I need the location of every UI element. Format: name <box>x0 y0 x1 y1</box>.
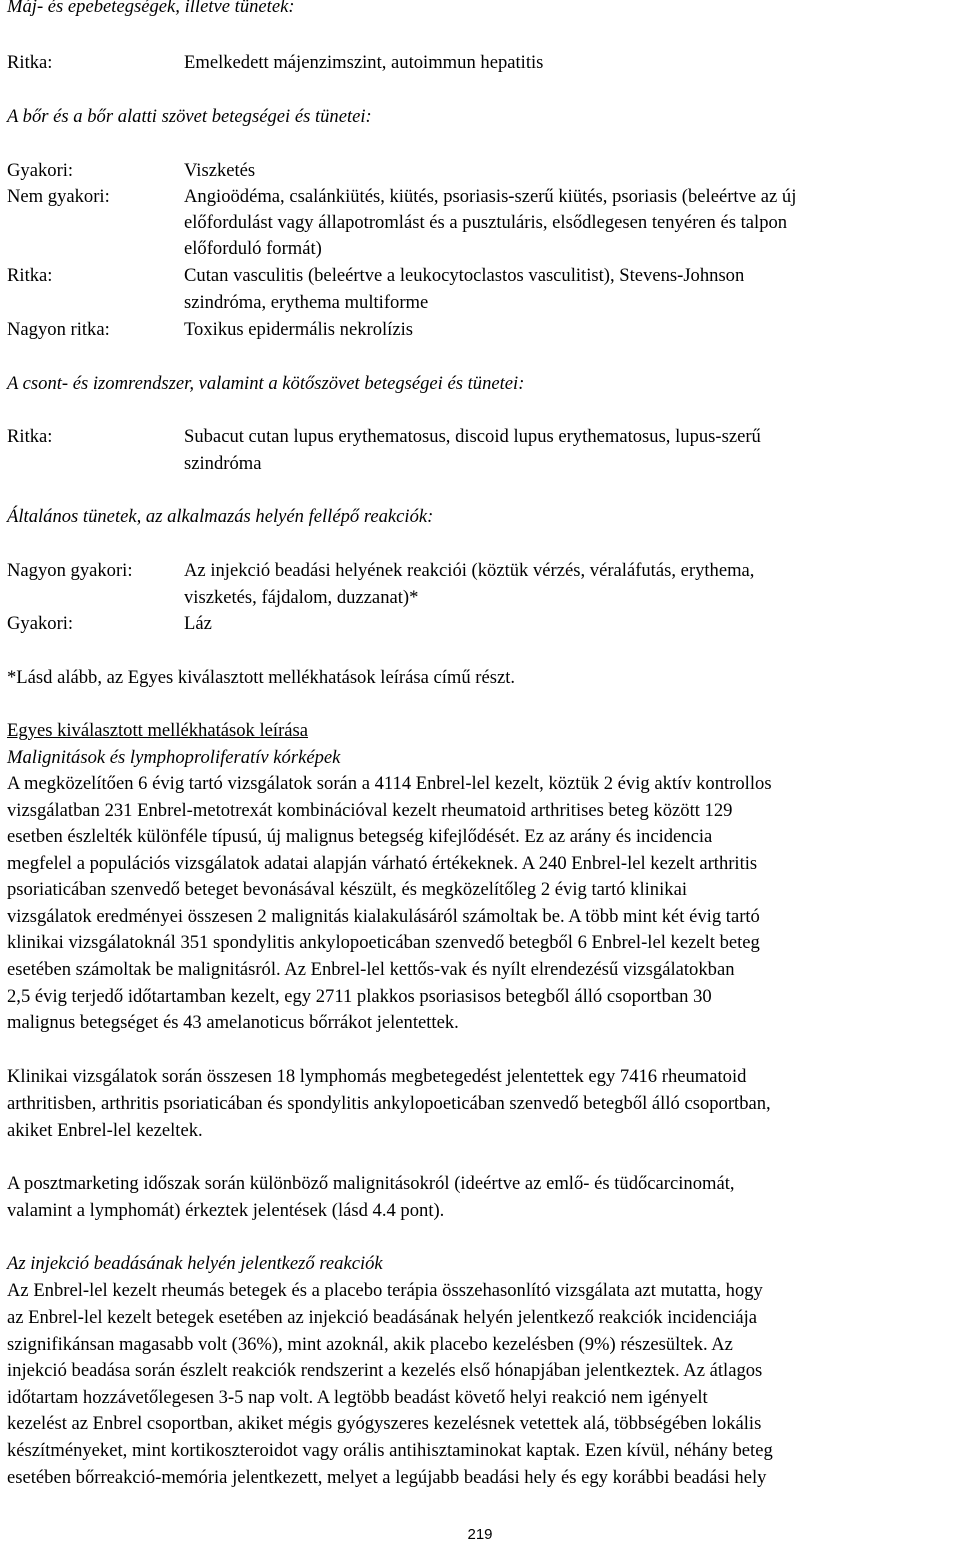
effect-text: Láz <box>184 613 212 634</box>
para-line: klinikai vizsgálatoknál 351 spondylitis ankylopoeticában szenvedő betegből 6 Enbrel-lel kezelt beteg <box>7 932 760 953</box>
frequency-label: Gyakori: <box>7 613 74 634</box>
section-heading-liver: Máj- és epebetegségek, illetve tünetek: <box>7 0 295 17</box>
para-line: szignifikánsan magasabb volt (36%), mint azoknál, akik placebo kezelésben (9%) részesültek. Az <box>7 1334 733 1355</box>
para-line: esetben észlelték különféle típusú, új malignus betegség kifejlődését. Ez az arány és incidencia <box>7 826 713 847</box>
selected-heading: Egyes kiválasztott mellékhatások leírása <box>7 720 309 741</box>
effect-text: előforduló formát) <box>184 238 322 259</box>
frequency-label: Ritka: <box>7 265 53 286</box>
frequency-label: Ritka: <box>7 52 53 73</box>
para-line: Az Enbrel-lel kezelt rheumás betegek és a placebo terápia összehasonlító vizsgálata azt mutatta, hogy <box>7 1280 763 1301</box>
para-line: időtartam hozzávetőlegesen 3-5 nap volt. A legtöbb beadást követő helyi reakció nem igényelt <box>7 1387 708 1408</box>
effect-text: Emelkedett májenzimszint, autoimmun hepatitis <box>184 52 544 73</box>
effect-text: Toxikus epidermális nekrolízis <box>184 319 414 340</box>
frequency-label: Nem gyakori: <box>7 186 110 207</box>
injection-subheading: Az injekció beadásának helyén jelentkező reakciók <box>7 1253 383 1274</box>
frequency-label: Nagyon ritka: <box>7 319 110 340</box>
para-line: 2,5 évig terjedő időtartamban kezelt, egy 2711 plakkos psoriasisos betegből álló csoportban 30 <box>7 986 712 1007</box>
malignancy-subheading: Malignitások és lymphoproliferatív kórképek <box>7 747 341 768</box>
para-line: akiket Enbrel-lel kezeltek. <box>7 1120 203 1141</box>
effect-text: Angioödéma, csalánkiütés, kiütés, psoriasis-szerű kiütés, psoriasis (beleértve az új <box>184 186 797 207</box>
para-line: A posztmarketing időszak során különböző malignitásokról (ideértve az emlő- és tüdőcarcinomát, <box>7 1173 735 1194</box>
para-line: esetében számoltak be malignitásról. Az Enbrel-lel kettős-vak és nyílt elrendezésű vizsgálatokban <box>7 959 735 980</box>
effect-text: szindróma <box>184 453 262 474</box>
section-heading-skin: A bőr és a bőr alatti szövet betegségei és tünetei: <box>7 106 372 127</box>
effect-text: Subacut cutan lupus erythematosus, discoid lupus erythematosus, lupus-szerű <box>184 426 761 447</box>
para-line: injekció beadása során észlelt reakciók rendszerint a kezelés első hónapjában jelentkeztek. Az átlagos <box>7 1360 763 1381</box>
para-line: készítményeket, mint kortikoszteroidot vagy orális antihisztaminokat kaptak. Ezen kívül, néhány beteg <box>7 1440 773 1461</box>
effect-text: szindróma, erythema multiforme <box>184 292 429 313</box>
footnote: *Lásd alább, az Egyes kiválasztott mellékhatások leírása című részt. <box>7 667 516 688</box>
frequency-label: Ritka: <box>7 426 53 447</box>
para-line: az Enbrel-lel kezelt betegek esetében az injekció beadásának helyén jelentkező reakciók incidenciája <box>7 1307 758 1328</box>
effect-text: előfordulást vagy állapotromlást és a pusztuláris, elsődlegesen tenyéren és talpon <box>184 212 788 233</box>
para-line: esetében bőrreakció-memória jelentkezett, melyet a legújabb beadási hely és egy korábbi beadási hely <box>7 1467 767 1488</box>
page-number: 219 <box>467 1526 493 1543</box>
para-line: valamint a lymphomát) érkeztek jelentések (lásd 4.4 pont). <box>7 1200 445 1221</box>
section-heading-musculoskeletal: A csont- és izomrendszer, valamint a kötőszövet betegségei és tünetei: <box>7 373 525 394</box>
effect-text: Cutan vasculitis (beleértve a leukocytoclastos vasculitist), Stevens-Johnson <box>184 265 745 286</box>
para-line: megfelel a populációs vizsgálatok adatai alapján várható értékeknek. A 240 Enbrel-lel kezelt arthritis <box>7 853 758 874</box>
section-heading-general: Általános tünetek, az alkalmazás helyén fellépő reakciók: <box>7 506 434 527</box>
para-line: A megközelítően 6 évig tartó vizsgálatok során a 4114 Enbrel-lel kezelt, köztük 2 évig aktív kontrollos <box>7 773 772 794</box>
para-line: arthritisben, arthritis psoriaticában és spondylitis ankylopoeticában szenvedő betegből álló csoportban, <box>7 1093 771 1114</box>
para-line: kezelést az Enbrel csoportban, akiket mégis gyógyszeres kezelésnek vetettek alá, többségében lokális <box>7 1413 762 1434</box>
para-line: vizsgálatban 231 Enbrel-metotrexát kombinációval kezelt rheumatoid arthritises beteg között 129 <box>7 800 733 821</box>
effect-text: viszketés, fájdalom, duzzanat)* <box>184 587 419 608</box>
frequency-label: Gyakori: <box>7 160 74 181</box>
effect-text: Viszketés <box>184 160 256 181</box>
para-line: Klinikai vizsgálatok során összesen 18 lymphomás megbetegedést jelentettek egy 7416 rheumatoid <box>7 1066 747 1087</box>
para-line: psoriaticában szenvedő beteget bevonásával készült, és megközelítőleg 2 évig tartó klinikai <box>7 879 687 900</box>
para-line: malignus betegséget és 43 amelanoticus bőrrákot jelentettek. <box>7 1012 459 1033</box>
frequency-label: Nagyon gyakori: <box>7 560 133 581</box>
para-line: vizsgálatok eredményei összesen 2 malignitás kialakulásáról számoltak be. A több mint két évig tartó <box>7 906 760 927</box>
effect-text: Az injekció beadási helyének reakciói (köztük vérzés, véraláfutás, erythema, <box>184 560 755 581</box>
